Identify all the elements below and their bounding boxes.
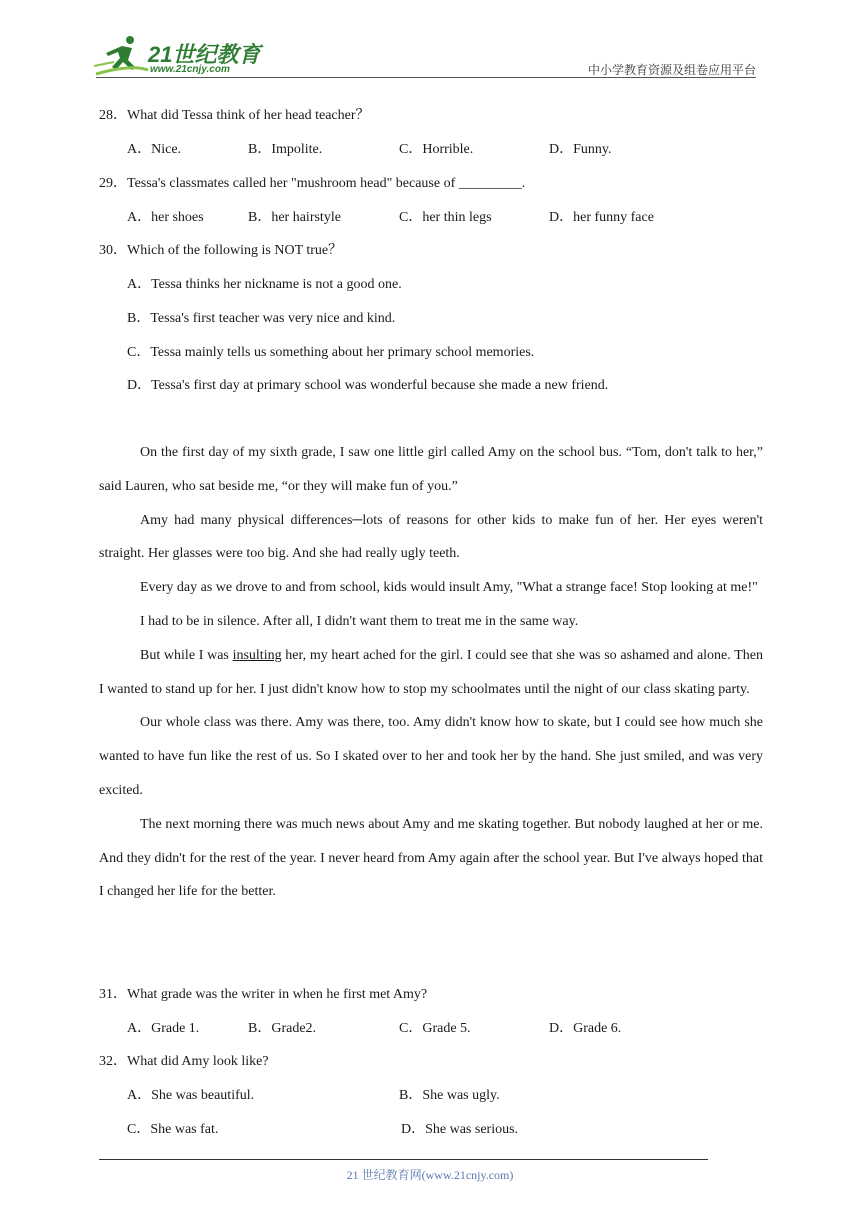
q32-option-d: D．She was serious.: [401, 1122, 519, 1137]
q29-option-d: D．her funny face: [549, 210, 654, 225]
passage-paragraph-4: I had to be in silence. After all, I didn't want them to treat me in the same way.: [140, 613, 579, 629]
passage-p5-start: But while I was: [140, 647, 233, 663]
passage-paragraph-3: Every day as we drove to and from school, kids would insult Amy, "What a strange face! Stop looking at me!": [140, 580, 758, 596]
q28-option-c: C．Horrible.: [399, 142, 474, 157]
q31-option-c: C．Grade 5.: [399, 1021, 471, 1036]
q28-option-b: B．Impolite.: [248, 142, 323, 157]
question-28-stem: 28．What did Tessa think of her head teacher？: [99, 108, 370, 123]
q30-option-c: C．Tessa mainly tells us something about her primary school memories.: [127, 345, 535, 360]
q29-option-b: B．her hairstyle: [248, 210, 341, 225]
q30-option-a: A．Tessa thinks her nickname is not a good one.: [127, 277, 402, 292]
question-30-stem: 30．Which of the following is NOT true？: [99, 243, 343, 258]
reading-passage: [99, 436, 763, 909]
footer-divider: [99, 1159, 708, 1160]
q29-option-c: C．her thin legs: [399, 210, 492, 225]
q28-option-a: A．Nice.: [127, 142, 182, 157]
q31-option-a: A．Grade 1.: [127, 1021, 200, 1036]
q31-option-b: B．Grade2.: [248, 1021, 317, 1036]
q29-option-a: A．her shoes: [127, 210, 204, 225]
passage-paragraph-5: [99, 639, 763, 707]
passage-p5-end: her, my heart ached for the girl. I could see that she was so ashamed and alone. Then I wanted to stand up for her. I just didn't know how to stop my schoolmates until the night of our class skating party.: [99, 647, 763, 697]
underlined-word: insulting: [232, 647, 282, 663]
header-platform-text: 中小学教育资源及组卷应用平台: [587, 63, 756, 77]
logo-text: 21世纪教育: [148, 42, 261, 67]
q28-option-d: D．Funny.: [549, 142, 612, 157]
q32-option-c: C．She was fat.: [127, 1122, 219, 1137]
passage-paragraph-7: The next morning there was much news about Amy and me skating together. But nobody laughed at her or me. And they didn't for the rest of the year. I never heard from Amy again after the school year. But I've always hoped that I changed her life for the better.: [99, 816, 763, 900]
footer-text: 21 世纪教育网(www.21cnjy.com): [346, 1168, 514, 1182]
question-32-stem: 32．What did Amy look like?: [99, 1054, 269, 1069]
q31-option-d: D．Grade 6.: [549, 1021, 622, 1036]
question-29-stem: 29．Tessa's classmates called her "mushroom head" because of _________.: [99, 176, 526, 191]
passage-paragraph-6: Our whole class was there. Amy was there, too. Amy didn't know how to skate, but I could see how much she wanted to have fun like the rest of us. So I skated over to her and took her by the hand. She just smiled, and was very excited.: [99, 715, 763, 798]
header-divider: [96, 77, 756, 78]
q30-option-d: D．Tessa's first day at primary school was wonderful because she made a new friend.: [127, 378, 609, 393]
question-31-stem: 31．What grade was the writer in when he first met Amy?: [99, 987, 428, 1002]
logo-url: www.21cnjy.com: [150, 64, 230, 75]
q30-option-b: B．Tessa's first teacher was very nice and kind.: [127, 311, 396, 326]
passage-paragraph-1: On the first day of my sixth grade, I saw one little girl called Amy on the school bus. “Tom, don't talk to her,” said Lauren, who sat beside me, “or they will make fun of you.”: [99, 445, 763, 494]
passage-paragraph-2: Amy had many physical differences─lots of reasons for other kids to make fun of her. Her eyes weren't straight. Her glasses were too big. And she had really ugly teeth.: [99, 512, 763, 562]
q32-option-a: A．She was beautiful.: [127, 1088, 255, 1103]
q32-option-b: B．She was ugly.: [399, 1088, 500, 1103]
